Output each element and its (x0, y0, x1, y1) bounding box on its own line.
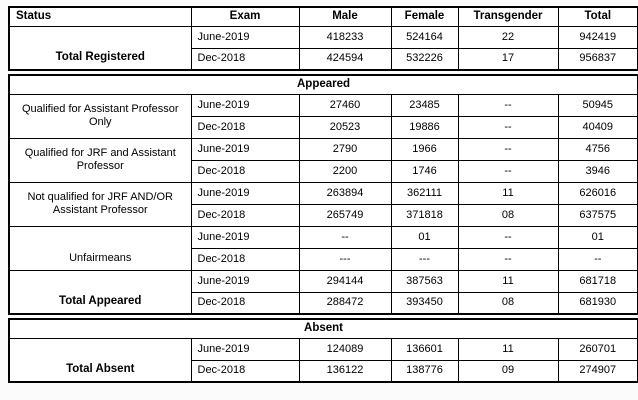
total-cell: 40409 (558, 116, 638, 138)
male-cell: 20523 (299, 116, 391, 138)
section-band-row (9, 319, 638, 338)
column-header-row (9, 7, 638, 26)
status-cell: Qualified for JRF and Assistant Professor (9, 138, 191, 182)
table-row (9, 26, 638, 48)
male-cell: 124089 (299, 338, 391, 360)
exam-cell: June-2019 (191, 338, 299, 360)
transgender-cell: -- (458, 160, 558, 182)
male-cell: 2790 (299, 138, 391, 160)
female-cell: 524164 (391, 26, 458, 48)
table-row (9, 138, 638, 160)
male-cell: 424594 (299, 48, 391, 70)
exam-cell: Dec-2018 (191, 160, 299, 182)
exam-statistics-table (8, 6, 637, 386)
total-cell: 274907 (558, 360, 638, 382)
female-cell: 1966 (391, 138, 458, 160)
male-cell: 2200 (299, 160, 391, 182)
female-cell: 371818 (391, 204, 458, 226)
section-band-appeared: Appeared (9, 75, 638, 94)
female-cell: 1746 (391, 160, 458, 182)
transgender-cell: 17 (458, 48, 558, 70)
table-registered-section (8, 6, 638, 71)
female-cell: 136601 (391, 338, 458, 360)
exam-cell: June-2019 (191, 26, 299, 48)
transgender-cell: -- (458, 94, 558, 116)
exam-cell: Dec-2018 (191, 48, 299, 70)
table-row (9, 182, 638, 204)
total-cell: 260701 (558, 338, 638, 360)
female-cell: 362111 (391, 182, 458, 204)
table-row (9, 270, 638, 292)
transgender-cell: -- (458, 226, 558, 248)
exam-cell: June-2019 (191, 226, 299, 248)
total-cell: -- (558, 248, 638, 270)
total-cell: 956837 (558, 48, 638, 70)
exam-cell: Dec-2018 (191, 292, 299, 314)
total-cell: 942419 (558, 26, 638, 48)
transgender-cell: 08 (458, 204, 558, 226)
status-cell: Not qualified for JRF AND/OR Assistant Professor (9, 182, 191, 226)
status-cell: Total Absent (9, 338, 191, 382)
status-cell: Total Appeared (9, 270, 191, 314)
col-header-exam: Exam (191, 7, 299, 26)
male-cell: 263894 (299, 182, 391, 204)
table-row (9, 338, 638, 360)
transgender-cell: 22 (458, 26, 558, 48)
female-cell: --- (391, 248, 458, 270)
exam-cell: Dec-2018 (191, 360, 299, 382)
col-header-transgender: Transgender (458, 7, 558, 26)
female-cell: 01 (391, 226, 458, 248)
transgender-cell: -- (458, 116, 558, 138)
male-cell: --- (299, 248, 391, 270)
female-cell: 393450 (391, 292, 458, 314)
male-cell: 265749 (299, 204, 391, 226)
male-cell: 294144 (299, 270, 391, 292)
status-cell: Qualified for Assistant Professor Only (9, 94, 191, 138)
male-cell: 288472 (299, 292, 391, 314)
section-band-row (9, 75, 638, 94)
exam-cell: June-2019 (191, 138, 299, 160)
exam-cell: June-2019 (191, 182, 299, 204)
table-row (9, 94, 638, 116)
male-cell: 136122 (299, 360, 391, 382)
transgender-cell: -- (458, 248, 558, 270)
female-cell: 387563 (391, 270, 458, 292)
transgender-cell: -- (458, 138, 558, 160)
transgender-cell: 11 (458, 338, 558, 360)
total-cell: 626016 (558, 182, 638, 204)
col-header-female: Female (391, 7, 458, 26)
male-cell: 27460 (299, 94, 391, 116)
female-cell: 138776 (391, 360, 458, 382)
section-band-absent: Absent (9, 319, 638, 338)
transgender-cell: 11 (458, 182, 558, 204)
total-cell: 3946 (558, 160, 638, 182)
col-header-status: Status (9, 7, 191, 26)
exam-cell: Dec-2018 (191, 248, 299, 270)
exam-cell: June-2019 (191, 94, 299, 116)
total-cell: 4756 (558, 138, 638, 160)
female-cell: 19886 (391, 116, 458, 138)
total-cell: 01 (558, 226, 638, 248)
table-absent-section (8, 318, 638, 383)
table-row (9, 226, 638, 248)
status-cell: Unfairmeans (9, 226, 191, 270)
total-cell: 681718 (558, 270, 638, 292)
exam-cell: Dec-2018 (191, 204, 299, 226)
exam-cell: June-2019 (191, 270, 299, 292)
total-cell: 50945 (558, 94, 638, 116)
transgender-cell: 09 (458, 360, 558, 382)
transgender-cell: 08 (458, 292, 558, 314)
table-appeared-section (8, 74, 638, 315)
male-cell: -- (299, 226, 391, 248)
female-cell: 23485 (391, 94, 458, 116)
col-header-total: Total (558, 7, 638, 26)
transgender-cell: 11 (458, 270, 558, 292)
total-cell: 681930 (558, 292, 638, 314)
female-cell: 532226 (391, 48, 458, 70)
col-header-male: Male (299, 7, 391, 26)
status-cell: Total Registered (9, 26, 191, 70)
exam-cell: Dec-2018 (191, 116, 299, 138)
male-cell: 418233 (299, 26, 391, 48)
total-cell: 637575 (558, 204, 638, 226)
